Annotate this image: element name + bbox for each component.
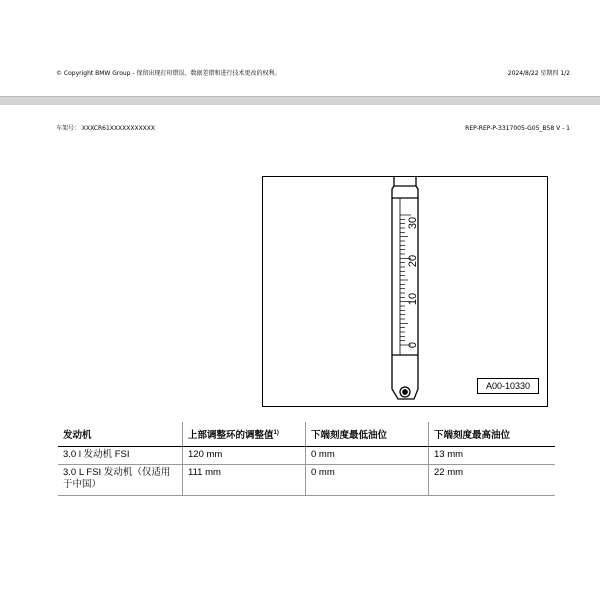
footnote-marker: 1)	[273, 429, 279, 436]
dipstick-illustration	[263, 177, 549, 408]
col-header-max-level: 下端刻度最高油位	[429, 422, 556, 447]
cell-max-level: 22 mm	[429, 465, 556, 496]
dipstick-body	[392, 177, 418, 399]
col-header-engine: 发动机	[58, 422, 183, 447]
cell-min-level: 0 mm	[306, 447, 429, 465]
scale-label-10: 10	[407, 292, 419, 306]
scale-label-20: 20	[407, 254, 419, 268]
scale-label-0: 0	[407, 341, 419, 349]
figure-reference-label: A00-10330	[477, 378, 539, 394]
cell-adjust-value: 111 mm	[183, 465, 306, 496]
col-header-min-level: 下端刻度最低油位	[306, 422, 429, 447]
document-code: REP-REP-P-3317005-G05_B58 V - 1	[465, 125, 570, 132]
header-date-page: 2024/8/22 星期四 1/2	[507, 70, 570, 77]
cell-engine: 3.0 L FSI 发动机（仅适用于中国）	[58, 465, 183, 496]
dipstick-figure	[262, 176, 548, 407]
table-row	[58, 447, 555, 465]
cell-min-level: 0 mm	[306, 465, 429, 496]
scale-label-30: 30	[407, 216, 419, 230]
col-header-adjust-ring: 上部调整环的调整值$^{1)}$	[183, 422, 306, 447]
dipstick-scale-labels	[407, 217, 419, 348]
oil-level-spec-table	[58, 422, 555, 496]
table-row	[58, 465, 555, 496]
vin-number: 车架号： XXXCR61XXXXXXXXXXX	[56, 125, 156, 132]
cell-max-level: 13 mm	[429, 447, 556, 465]
dipstick-scale-ticks	[400, 215, 411, 345]
cell-adjust-value: 120 mm	[183, 447, 306, 465]
header-copyright: © Copyright BMW Group - 保留出现打印错误、数据差错和进行技术更改的权利。	[56, 70, 281, 77]
header-divider-band	[0, 96, 600, 105]
table-header-row	[58, 422, 555, 447]
cell-engine: 3.0 l 发动机 FSI	[58, 447, 183, 465]
